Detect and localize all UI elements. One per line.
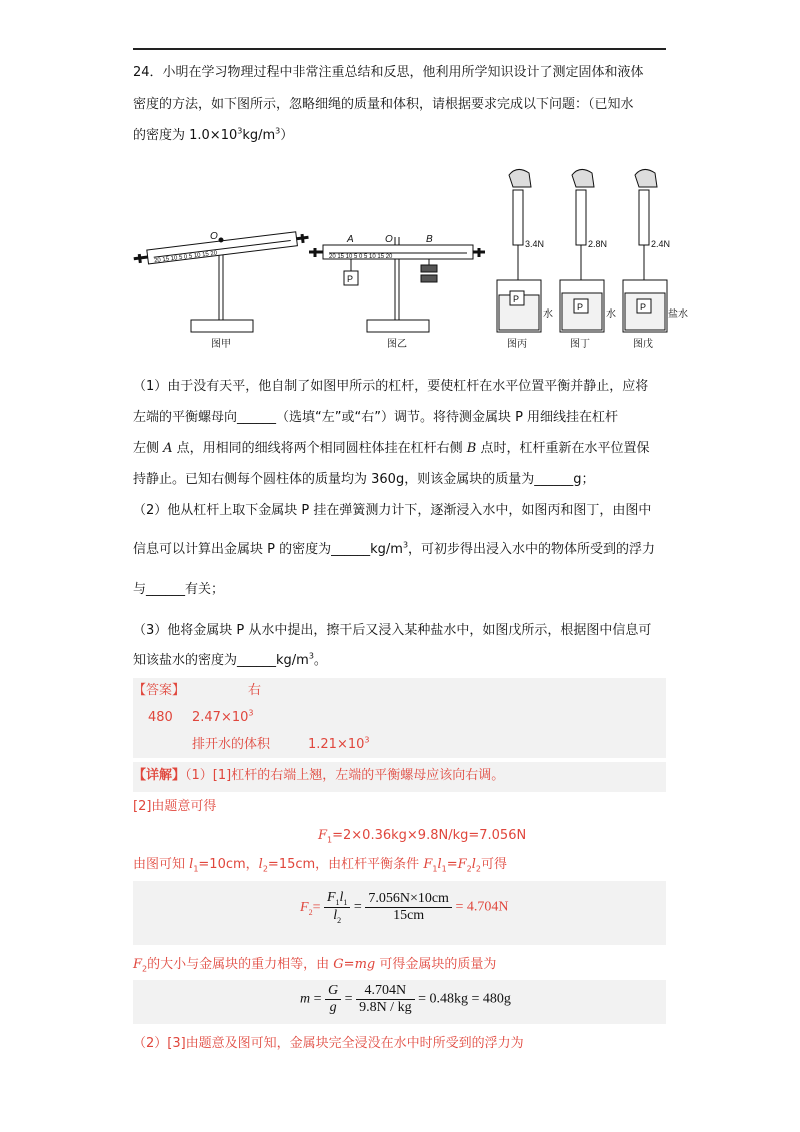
jia-scale-text: 20 15 10 5 0 5 10 15 20 (153, 250, 218, 265)
answer-tag: 【答案】 (133, 683, 186, 698)
wu-reading: 2.4N (651, 239, 671, 249)
answer-2: 480 (148, 710, 173, 725)
figure-ding (560, 169, 616, 332)
question-line-1: 24．小明在学习物理过程中非常注重总结和反思，他利用所学知识设计了测定固体和液体 (133, 65, 644, 80)
figure-jia (133, 230, 309, 332)
part1-line-3: 左侧 A 点，用相同的细线将两个相同圆柱体挂在杠杆右侧 B 点时，杠杆重新在水平位置保 (133, 441, 650, 456)
detail-formula-3: m = $\frac{G}{g}$ = $\frac{4.704N}{9.8N / kg}$ = 0.48kg = 480g (300, 983, 511, 1015)
top-rule (133, 48, 666, 50)
bing-water-label: 水 (543, 309, 553, 320)
yi-A-label: A (347, 234, 354, 245)
part1-line-2: 左端的平衡螺母向______（选填“左”或“右”）调节。将待测金属块 P 用细线挂在杠杆 (133, 410, 619, 425)
ding-water-label: 水 (606, 309, 616, 320)
caption-yi: 图乙 (387, 339, 407, 350)
jia-O-label: O (210, 231, 218, 242)
answer-4: 排开水的体积 (192, 737, 271, 752)
part3-line-2: 知该盐水的密度为$\_\_\_\_\_\_kg/m^3$。 (133, 651, 327, 668)
answer-1: 右 (248, 683, 262, 698)
experiment-figure (133, 165, 703, 355)
question-line-3: 的密度为 $1.0\times 10^3kg/m^3$） (133, 126, 294, 143)
part2-line-1: （2）他从杠杆上取下金属块 P 挂在弹簧测力计下，逐渐浸入水中，如图丙和图丁，由图中 (133, 503, 652, 518)
part3-line-1: （3）他将金属块 P 从水中提出，擦干后又浸入某种盐水中，如图戊所示，根据图中信息可 (133, 623, 652, 638)
detail-formula-1: $F_1=2\times 0.36kg\times 9.8N/kg=7.056N$ (318, 828, 527, 845)
yi-scale-text: 20 15 10 5 0 5 10 15 20 (329, 254, 393, 260)
figure-yi (309, 234, 485, 332)
caption-ding: 图丁 (570, 339, 590, 350)
part1-line-4: 持静止。已知右侧每个圆柱体的质量均为 360g，则该金属块的质量为______g； (133, 472, 595, 487)
caption-bing: 图丙 (507, 339, 527, 350)
caption-jia: 图甲 (211, 339, 231, 350)
yi-P-label: P (347, 274, 354, 284)
detail-line-2: [2]由题意可得 (133, 799, 217, 814)
part2-line-2: 信息可以计算出金属块 P 的密度为$\_\_\_\_\_\_kg/m^3$，可初步得出浸入水中的物体所受到的浮力 (133, 540, 656, 557)
detail-line-5: （2）[3]由题意及图可知，金属块完全浸没在水中时所受到的浮力为 (133, 1036, 524, 1051)
figure-wu (623, 169, 688, 332)
yi-B-label: B (426, 234, 433, 245)
detail-line-4: $F_2$的大小与金属块的重力相等，由 G=mg 可得金属块的质量为 (133, 957, 497, 974)
question-line-2: 密度的方法，如下图所示，忽略细绳的质量和体积，请根据要求完成以下问题：（已知水 (133, 97, 634, 112)
detail-line-3: 由图可知 $l_1=10cm$，$l_2=15cm$，由杠杆平衡条件 $F_1l_1=F_2l_2$可得 (133, 857, 508, 874)
part1-line-1: （1）由于没有天平，他自制了如图甲所示的杠杆，要使杠杆在水平位置平衡并静止，应将 (133, 379, 649, 394)
answer-3: $2.47\times 10^3$ (192, 708, 254, 725)
yi-O-label: O (385, 234, 393, 245)
wu-brine-label: 盐水 (668, 309, 688, 320)
caption-wu: 图戊 (633, 339, 653, 350)
wu-P-label: P (640, 302, 647, 312)
bing-P-label: P (513, 294, 520, 304)
ding-P-label: P (577, 302, 584, 312)
detail-formula-2: $F_2=$ $\frac{F_1l_1}{l_2}$ = $\frac{7.056N\times 10cm}{15cm}$ = 4.704N (300, 890, 509, 925)
detail-line-1: 【详解】（1）[1]杠杆的右端上翘，左端的平衡螺母应该向右调。 (133, 768, 505, 783)
part2-line-3: 与______有关； (133, 582, 225, 597)
ding-reading: 2.8N (588, 239, 608, 249)
bing-reading: 3.4N (525, 239, 545, 249)
figure-bing (497, 169, 553, 332)
answer-5: $1.21\times 10^3$ (308, 735, 370, 752)
